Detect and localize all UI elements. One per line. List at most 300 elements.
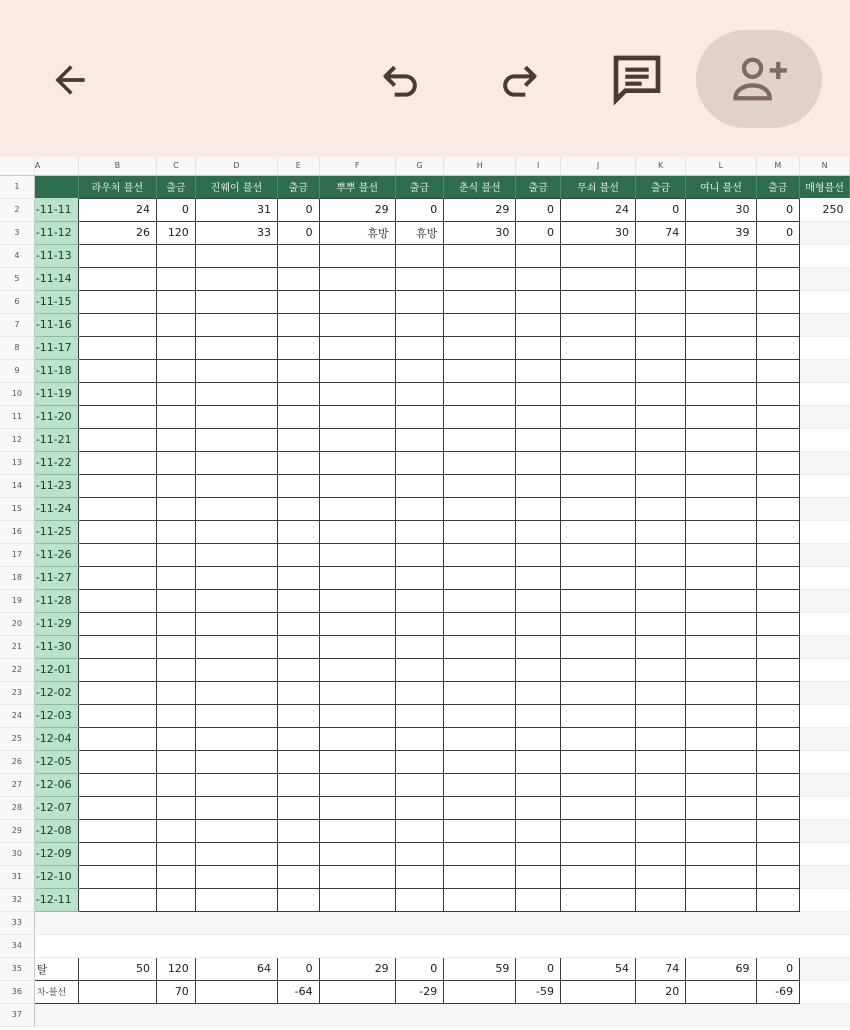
total-cell[interactable]: 0 <box>277 957 319 980</box>
data-cell[interactable] <box>516 543 561 566</box>
column-header[interactable]: M <box>756 157 800 175</box>
data-cell[interactable] <box>444 336 516 359</box>
total-cell[interactable]: 59 <box>444 957 516 980</box>
data-cell[interactable] <box>395 313 444 336</box>
data-cell[interactable] <box>560 359 635 382</box>
date-cell[interactable]: -11-20 <box>34 405 78 428</box>
data-cell[interactable] <box>277 681 319 704</box>
diff-cell[interactable] <box>78 980 156 1003</box>
data-cell[interactable] <box>78 796 156 819</box>
data-cell[interactable] <box>756 405 800 428</box>
data-cell[interactable] <box>560 865 635 888</box>
data-cell[interactable] <box>319 313 395 336</box>
data-cell[interactable] <box>156 888 195 911</box>
data-cell[interactable] <box>195 520 277 543</box>
date-cell[interactable]: -11-14 <box>34 267 78 290</box>
spreadsheet-grid[interactable] <box>0 157 850 1030</box>
header-cell[interactable]: 출금 <box>516 175 561 198</box>
row-number[interactable]: 24 <box>0 704 34 727</box>
data-cell[interactable]: 250 <box>800 198 850 221</box>
data-cell[interactable] <box>78 566 156 589</box>
data-cell[interactable] <box>560 428 635 451</box>
column-header[interactable]: F <box>319 157 395 175</box>
data-cell[interactable] <box>195 543 277 566</box>
data-cell[interactable]: 26 <box>78 221 156 244</box>
data-cell[interactable] <box>156 842 195 865</box>
data-cell[interactable] <box>319 244 395 267</box>
data-cell[interactable] <box>195 750 277 773</box>
data-cell[interactable] <box>516 842 561 865</box>
data-cell[interactable] <box>395 497 444 520</box>
data-cell[interactable] <box>395 290 444 313</box>
data-cell[interactable] <box>800 957 850 980</box>
header-cell[interactable]: 춘식 블선 <box>444 175 516 198</box>
data-cell[interactable] <box>636 819 686 842</box>
data-cell[interactable] <box>277 796 319 819</box>
data-cell[interactable]: 31 <box>195 198 277 221</box>
data-cell[interactable] <box>195 290 277 313</box>
date-cell[interactable]: -11-17 <box>34 336 78 359</box>
data-cell[interactable] <box>78 773 156 796</box>
data-cell[interactable] <box>444 428 516 451</box>
data-cell[interactable] <box>636 566 686 589</box>
data-cell[interactable] <box>444 589 516 612</box>
data-cell[interactable] <box>195 589 277 612</box>
data-cell[interactable] <box>800 497 850 520</box>
data-cell[interactable] <box>195 658 277 681</box>
empty-row-cells[interactable] <box>34 934 849 957</box>
data-cell[interactable] <box>800 727 850 750</box>
data-cell[interactable] <box>319 290 395 313</box>
data-cell[interactable] <box>560 244 635 267</box>
diff-cell[interactable]: -64 <box>277 980 319 1003</box>
data-cell[interactable] <box>686 727 756 750</box>
data-cell[interactable] <box>560 267 635 290</box>
data-cell[interactable] <box>756 336 800 359</box>
date-cell[interactable]: -11-30 <box>34 635 78 658</box>
data-cell[interactable] <box>444 267 516 290</box>
data-cell[interactable] <box>195 727 277 750</box>
data-cell[interactable] <box>560 290 635 313</box>
date-cell[interactable]: -12-09 <box>34 842 78 865</box>
diff-cell[interactable] <box>319 980 395 1003</box>
data-cell[interactable] <box>636 796 686 819</box>
data-cell[interactable] <box>277 405 319 428</box>
row-number[interactable]: 37 <box>0 1003 34 1026</box>
data-cell[interactable] <box>78 497 156 520</box>
data-cell[interactable] <box>560 612 635 635</box>
data-cell[interactable] <box>156 681 195 704</box>
data-cell[interactable] <box>195 313 277 336</box>
data-cell[interactable] <box>319 267 395 290</box>
data-cell[interactable] <box>156 267 195 290</box>
data-cell[interactable] <box>395 451 444 474</box>
data-cell[interactable] <box>395 681 444 704</box>
data-cell[interactable] <box>686 750 756 773</box>
date-cell[interactable]: -11-19 <box>34 382 78 405</box>
data-cell[interactable] <box>636 842 686 865</box>
data-cell[interactable] <box>78 865 156 888</box>
data-cell[interactable] <box>560 727 635 750</box>
data-cell[interactable] <box>756 267 800 290</box>
data-cell[interactable] <box>756 819 800 842</box>
data-cell[interactable] <box>156 290 195 313</box>
data-cell[interactable] <box>319 681 395 704</box>
date-cell[interactable]: -11-29 <box>34 612 78 635</box>
data-cell[interactable] <box>560 566 635 589</box>
data-cell[interactable] <box>78 612 156 635</box>
data-cell[interactable] <box>800 888 850 911</box>
data-cell[interactable] <box>800 612 850 635</box>
date-cell[interactable]: -11-22 <box>34 451 78 474</box>
data-cell[interactable]: 74 <box>636 221 686 244</box>
data-cell[interactable] <box>444 865 516 888</box>
data-cell[interactable] <box>319 566 395 589</box>
data-cell[interactable] <box>277 474 319 497</box>
data-cell[interactable] <box>444 796 516 819</box>
data-cell[interactable] <box>444 359 516 382</box>
data-cell[interactable] <box>686 405 756 428</box>
data-cell[interactable] <box>277 704 319 727</box>
data-cell[interactable] <box>156 405 195 428</box>
data-cell[interactable] <box>516 681 561 704</box>
data-cell[interactable] <box>756 451 800 474</box>
data-cell[interactable] <box>516 474 561 497</box>
data-cell[interactable] <box>800 405 850 428</box>
data-cell[interactable] <box>516 635 561 658</box>
select-all-corner[interactable] <box>0 157 34 175</box>
data-cell[interactable] <box>560 497 635 520</box>
data-cell[interactable] <box>395 474 444 497</box>
column-header[interactable]: G <box>395 157 444 175</box>
data-cell[interactable] <box>800 543 850 566</box>
column-header[interactable]: L <box>686 157 756 175</box>
header-cell[interactable]: 출금 <box>395 175 444 198</box>
column-header[interactable]: J <box>560 157 635 175</box>
data-cell[interactable] <box>756 865 800 888</box>
diff-cell[interactable]: 70 <box>156 980 195 1003</box>
data-cell[interactable] <box>319 543 395 566</box>
date-cell[interactable]: -11-21 <box>34 428 78 451</box>
data-cell[interactable]: 0 <box>277 198 319 221</box>
data-cell[interactable] <box>686 635 756 658</box>
data-cell[interactable] <box>277 359 319 382</box>
date-cell[interactable]: -12-04 <box>34 727 78 750</box>
data-cell[interactable] <box>800 750 850 773</box>
data-cell[interactable] <box>195 497 277 520</box>
row-number[interactable]: 12 <box>0 428 34 451</box>
data-cell[interactable] <box>686 497 756 520</box>
data-cell[interactable] <box>78 313 156 336</box>
data-cell[interactable] <box>78 842 156 865</box>
data-cell[interactable] <box>560 474 635 497</box>
total-cell[interactable]: 0 <box>395 957 444 980</box>
data-cell[interactable] <box>756 796 800 819</box>
data-cell[interactable] <box>195 428 277 451</box>
data-cell[interactable] <box>156 428 195 451</box>
data-cell[interactable] <box>800 428 850 451</box>
row-number[interactable]: 16 <box>0 520 34 543</box>
date-cell[interactable]: -12-07 <box>34 796 78 819</box>
data-cell[interactable] <box>560 819 635 842</box>
data-cell[interactable] <box>516 497 561 520</box>
data-cell[interactable] <box>395 704 444 727</box>
data-cell[interactable] <box>636 589 686 612</box>
data-cell[interactable] <box>800 658 850 681</box>
row-number[interactable]: 17 <box>0 543 34 566</box>
data-cell[interactable] <box>319 796 395 819</box>
row-number[interactable]: 13 <box>0 451 34 474</box>
data-cell[interactable] <box>444 451 516 474</box>
data-cell[interactable] <box>560 750 635 773</box>
diff-cell[interactable]: -29 <box>395 980 444 1003</box>
date-cell[interactable]: -11-27 <box>34 566 78 589</box>
data-cell[interactable] <box>395 589 444 612</box>
header-cell[interactable]: 뿌뿌 블선 <box>319 175 395 198</box>
data-cell[interactable] <box>756 566 800 589</box>
data-cell[interactable] <box>686 773 756 796</box>
data-cell[interactable] <box>444 520 516 543</box>
data-cell[interactable] <box>444 888 516 911</box>
data-cell[interactable]: 120 <box>156 221 195 244</box>
data-cell[interactable] <box>636 451 686 474</box>
column-header[interactable]: A <box>34 157 78 175</box>
data-cell[interactable] <box>395 428 444 451</box>
data-cell[interactable] <box>686 888 756 911</box>
data-cell[interactable] <box>800 520 850 543</box>
data-cell[interactable] <box>156 543 195 566</box>
redo-button[interactable] <box>488 50 548 110</box>
data-cell[interactable] <box>78 267 156 290</box>
data-cell[interactable] <box>319 819 395 842</box>
data-cell[interactable]: 0 <box>636 198 686 221</box>
row-number[interactable]: 7 <box>0 313 34 336</box>
row-number[interactable]: 20 <box>0 612 34 635</box>
date-cell[interactable]: -12-05 <box>34 750 78 773</box>
data-cell[interactable] <box>195 451 277 474</box>
data-cell[interactable] <box>319 336 395 359</box>
row-number[interactable]: 2 <box>0 198 34 221</box>
data-cell[interactable] <box>156 865 195 888</box>
data-cell[interactable] <box>756 773 800 796</box>
data-cell[interactable] <box>636 267 686 290</box>
row-number[interactable]: 3 <box>0 221 34 244</box>
data-cell[interactable] <box>395 336 444 359</box>
data-cell[interactable] <box>277 313 319 336</box>
data-cell[interactable] <box>78 520 156 543</box>
data-cell[interactable] <box>395 842 444 865</box>
data-cell[interactable] <box>319 888 395 911</box>
data-cell[interactable]: 29 <box>319 198 395 221</box>
data-cell[interactable] <box>319 405 395 428</box>
data-cell[interactable] <box>78 428 156 451</box>
data-cell[interactable] <box>195 635 277 658</box>
data-cell[interactable] <box>319 773 395 796</box>
data-cell[interactable] <box>444 681 516 704</box>
row-number[interactable]: 22 <box>0 658 34 681</box>
date-cell[interactable]: -12-03 <box>34 704 78 727</box>
data-cell[interactable] <box>636 704 686 727</box>
data-cell[interactable] <box>516 819 561 842</box>
data-cell[interactable] <box>756 474 800 497</box>
data-cell[interactable] <box>636 428 686 451</box>
data-cell[interactable] <box>156 520 195 543</box>
total-cell[interactable]: 0 <box>756 957 800 980</box>
row-number[interactable]: 27 <box>0 773 34 796</box>
data-cell[interactable] <box>78 681 156 704</box>
data-cell[interactable] <box>156 566 195 589</box>
data-cell[interactable]: 29 <box>444 198 516 221</box>
data-cell[interactable] <box>195 566 277 589</box>
data-cell[interactable] <box>756 543 800 566</box>
data-cell[interactable] <box>156 750 195 773</box>
data-cell[interactable] <box>277 451 319 474</box>
data-cell[interactable] <box>277 267 319 290</box>
data-cell[interactable] <box>195 773 277 796</box>
data-cell[interactable] <box>277 566 319 589</box>
data-cell[interactable] <box>756 589 800 612</box>
date-cell[interactable]: -11-15 <box>34 290 78 313</box>
data-cell[interactable] <box>277 865 319 888</box>
data-cell[interactable] <box>800 704 850 727</box>
data-cell[interactable] <box>444 244 516 267</box>
data-cell[interactable] <box>78 635 156 658</box>
data-cell[interactable] <box>800 290 850 313</box>
date-cell[interactable]: -11-16 <box>34 313 78 336</box>
data-cell[interactable] <box>277 658 319 681</box>
data-cell[interactable] <box>395 819 444 842</box>
date-cell[interactable]: -11-24 <box>34 497 78 520</box>
data-cell[interactable] <box>516 566 561 589</box>
data-cell[interactable] <box>277 382 319 405</box>
total-cell[interactable]: 54 <box>560 957 635 980</box>
data-cell[interactable] <box>636 888 686 911</box>
data-cell[interactable] <box>395 566 444 589</box>
header-cell[interactable]: 출금 <box>156 175 195 198</box>
data-cell[interactable] <box>800 382 850 405</box>
data-cell[interactable] <box>395 635 444 658</box>
data-cell[interactable] <box>686 681 756 704</box>
data-cell[interactable] <box>444 773 516 796</box>
row-number[interactable]: 6 <box>0 290 34 313</box>
data-cell[interactable] <box>686 290 756 313</box>
data-cell[interactable] <box>156 796 195 819</box>
data-cell[interactable] <box>516 796 561 819</box>
data-cell[interactable] <box>560 635 635 658</box>
header-cell[interactable]: 라우처 블선 <box>78 175 156 198</box>
data-cell[interactable] <box>516 704 561 727</box>
data-cell[interactable] <box>636 244 686 267</box>
data-cell[interactable] <box>395 267 444 290</box>
data-cell[interactable] <box>78 244 156 267</box>
data-cell[interactable] <box>800 566 850 589</box>
data-cell[interactable] <box>444 543 516 566</box>
data-cell[interactable] <box>319 865 395 888</box>
data-cell[interactable] <box>78 589 156 612</box>
row-number[interactable]: 28 <box>0 796 34 819</box>
data-cell[interactable] <box>277 290 319 313</box>
data-cell[interactable] <box>195 244 277 267</box>
data-cell[interactable] <box>636 290 686 313</box>
data-cell[interactable] <box>516 382 561 405</box>
data-cell[interactable] <box>800 244 850 267</box>
data-cell[interactable]: 0 <box>156 198 195 221</box>
data-cell[interactable] <box>319 451 395 474</box>
data-cell[interactable] <box>156 658 195 681</box>
data-cell[interactable] <box>560 796 635 819</box>
data-cell[interactable] <box>319 842 395 865</box>
data-cell[interactable] <box>395 612 444 635</box>
data-cell[interactable] <box>78 819 156 842</box>
date-cell[interactable]: -11-25 <box>34 520 78 543</box>
data-cell[interactable] <box>686 313 756 336</box>
data-cell[interactable] <box>277 244 319 267</box>
data-cell[interactable] <box>560 336 635 359</box>
data-cell[interactable] <box>277 428 319 451</box>
data-cell[interactable] <box>560 451 635 474</box>
data-cell[interactable] <box>277 773 319 796</box>
data-cell[interactable] <box>686 382 756 405</box>
column-header[interactable]: I <box>516 157 561 175</box>
row-number[interactable]: 5 <box>0 267 34 290</box>
data-cell[interactable] <box>78 290 156 313</box>
data-cell[interactable] <box>319 428 395 451</box>
data-cell[interactable] <box>195 359 277 382</box>
data-cell[interactable] <box>686 428 756 451</box>
row-number[interactable]: 11 <box>0 405 34 428</box>
data-cell[interactable] <box>78 658 156 681</box>
data-cell[interactable] <box>319 750 395 773</box>
header-cell[interactable]: 출금 <box>277 175 319 198</box>
data-cell[interactable] <box>516 244 561 267</box>
data-cell[interactable] <box>636 612 686 635</box>
data-cell[interactable] <box>686 244 756 267</box>
header-cell[interactable] <box>34 175 78 198</box>
data-cell[interactable] <box>195 382 277 405</box>
column-header[interactable]: N <box>800 157 850 175</box>
data-cell[interactable] <box>156 244 195 267</box>
data-cell[interactable] <box>800 635 850 658</box>
data-cell[interactable] <box>756 313 800 336</box>
data-cell[interactable] <box>444 612 516 635</box>
data-cell[interactable] <box>516 359 561 382</box>
data-cell[interactable] <box>756 704 800 727</box>
data-cell[interactable] <box>319 497 395 520</box>
row-number[interactable]: 35 <box>0 957 34 980</box>
data-cell[interactable] <box>800 681 850 704</box>
data-cell[interactable] <box>800 359 850 382</box>
data-cell[interactable] <box>78 543 156 566</box>
data-cell[interactable] <box>78 336 156 359</box>
data-cell[interactable] <box>516 313 561 336</box>
data-cell[interactable]: 0 <box>516 198 561 221</box>
data-cell[interactable] <box>636 681 686 704</box>
data-cell[interactable]: 30 <box>560 221 635 244</box>
data-cell[interactable] <box>444 704 516 727</box>
data-cell[interactable] <box>636 658 686 681</box>
data-cell[interactable] <box>686 658 756 681</box>
date-cell[interactable]: -12-06 <box>34 773 78 796</box>
data-cell[interactable] <box>516 290 561 313</box>
data-cell[interactable] <box>319 727 395 750</box>
data-cell[interactable] <box>560 382 635 405</box>
data-cell[interactable] <box>156 336 195 359</box>
row-number[interactable]: 18 <box>0 566 34 589</box>
column-header[interactable]: K <box>636 157 686 175</box>
row-number[interactable]: 19 <box>0 589 34 612</box>
row-number[interactable]: 32 <box>0 888 34 911</box>
date-cell[interactable]: -11-12 <box>34 221 78 244</box>
